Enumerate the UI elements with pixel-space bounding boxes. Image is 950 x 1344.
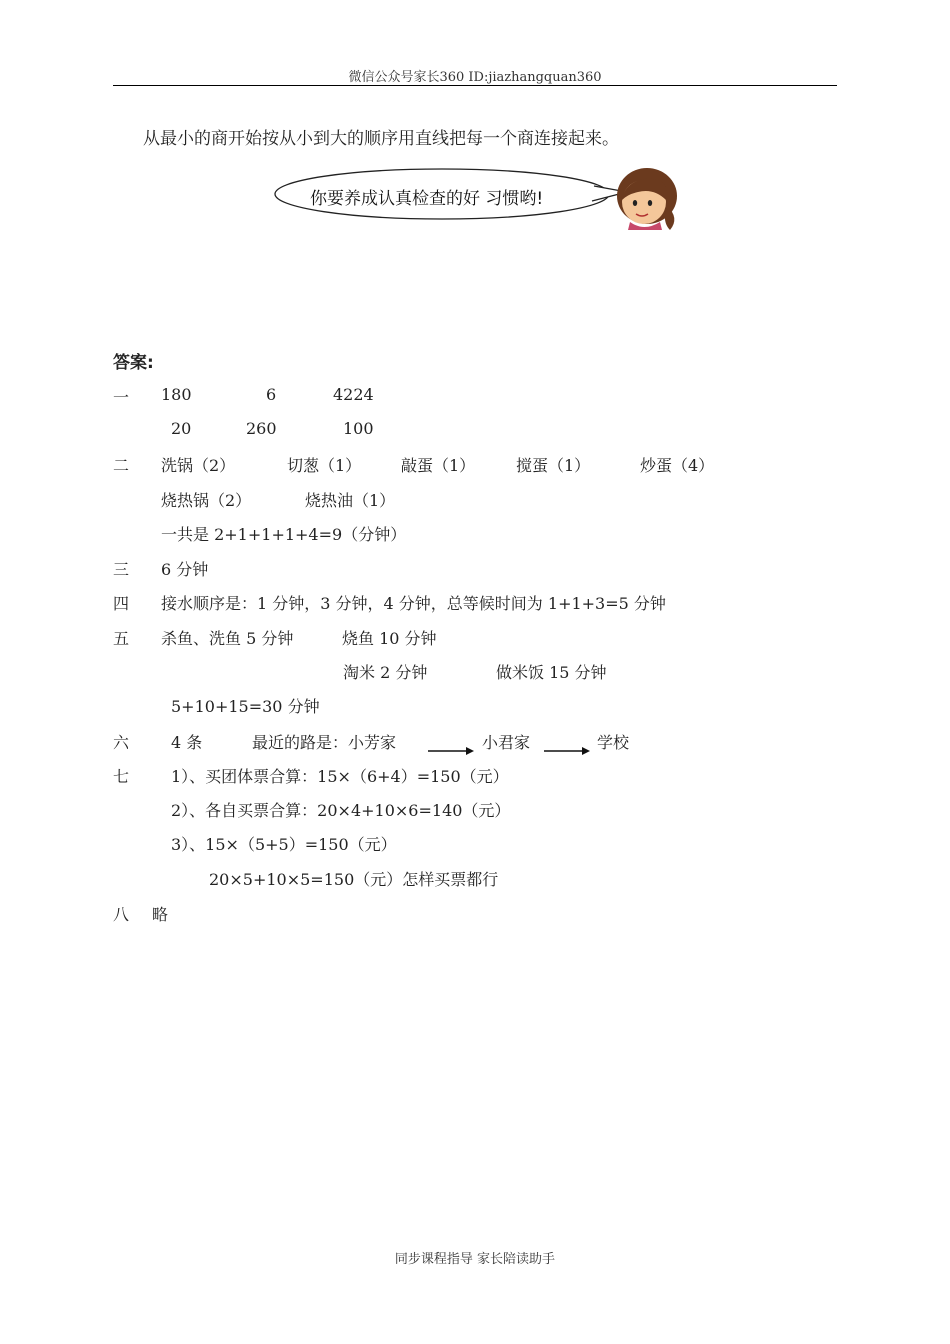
q3-number: 三: [113, 560, 130, 579]
q2-step: 炒蛋（4）: [640, 456, 715, 475]
q1-value: 6: [266, 385, 277, 404]
route-arrow-icon: [428, 745, 476, 757]
q7-line: 1）、买团体票合算：15×（6+4）=150（元）: [171, 767, 509, 786]
q5-total: 5+10+15=30 分钟: [171, 697, 320, 716]
q6-route-start: 最近的路是：小芳家: [252, 733, 397, 752]
q8-number: 八: [113, 905, 130, 924]
q5-step: 淘米 2 分钟: [343, 663, 428, 682]
header-rule: [113, 85, 837, 86]
q5-step: 杀鱼、洗鱼 5 分钟: [161, 629, 294, 648]
q2-step: 烧热油（1）: [305, 491, 396, 510]
q2-step: 烧热锅（2）: [161, 491, 252, 510]
route-arrow-icon: [544, 745, 592, 757]
girl-icon: [617, 168, 677, 230]
q7-line: 2）、各自买票合算：20×4+10×6=140（元）: [171, 801, 511, 820]
intro-instruction: 从最小的商开始按从小到大的顺序用直线把每一个商连接起来。: [143, 129, 619, 149]
q5-number: 五: [113, 629, 130, 648]
q5-step: 做米饭 15 分钟: [496, 663, 607, 682]
q6-route-end: 学校: [597, 733, 630, 752]
page-footer: 同步课程指导 家长陪读助手: [394, 1252, 556, 1267]
q4-number: 四: [113, 594, 130, 613]
q6-number: 六: [113, 733, 130, 752]
q8-answer: 略: [152, 905, 169, 924]
q4-answer: 接水顺序是：1 分钟，3 分钟，4 分钟，总等候时间为 1+1+3=5 分钟: [161, 594, 666, 613]
q7-number: 七: [113, 767, 130, 786]
page-header: 微信公众号家长360 ID:jiazhangquan360: [348, 70, 602, 85]
q6-route-mid: 小君家: [482, 733, 531, 752]
q2-step: 敲蛋（1）: [401, 456, 476, 475]
q7-line: 3）、15×（5+5）=150（元）: [171, 835, 397, 854]
q1-value: 260: [246, 419, 277, 438]
q1-value: 180: [161, 385, 192, 404]
q1-number: 一: [113, 388, 130, 407]
q6-count: 4 条: [171, 733, 203, 752]
q2-step: 洗锅（2）: [161, 456, 236, 475]
q2-step: 搅蛋（1）: [516, 456, 591, 475]
q3-answer: 6 分钟: [161, 560, 209, 579]
q5-step: 烧鱼 10 分钟: [342, 629, 437, 648]
q7-line: 20×5+10×5=150（元）怎样买票都行: [209, 870, 499, 889]
q2-total: 一共是 2+1+1+1+4=9（分钟）: [161, 525, 407, 544]
q1-value: 20: [171, 419, 192, 438]
q1-value: 100: [343, 419, 374, 438]
q1-value: 4224: [333, 385, 374, 404]
answers-title: 答案:: [113, 353, 154, 373]
speech-bubble-text: 你要养成认真检查的好 习惯哟!: [310, 189, 544, 209]
q2-number: 二: [113, 456, 130, 475]
q2-step: 切葱（1）: [287, 456, 362, 475]
